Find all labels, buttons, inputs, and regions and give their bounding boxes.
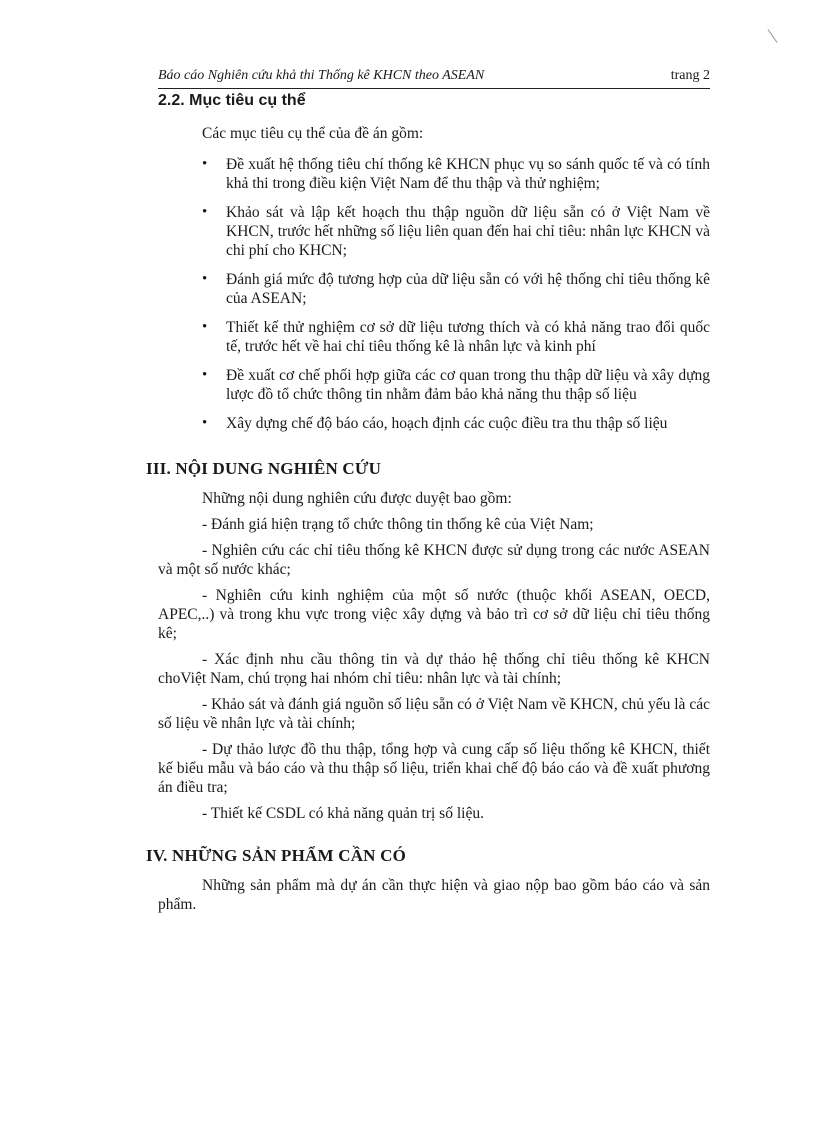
section-4-text: Những sản phẩm mà dự án cần thực hiện và giao nộp bao gồm báo cáo và sản phẩm. (158, 877, 710, 913)
list-item-text: Đánh giá mức độ tương hợp của dữ liệu sẵn có với hệ thống chỉ tiêu thống kê của ASEAN; (226, 271, 710, 307)
bullet-icon: • (202, 319, 208, 335)
page-header (158, 66, 710, 89)
content-item: - Dự thảo lược đồ thu thập, tổng hợp và cung cấp số liệu thống kê KHCN, thiết kế biểu mẫu và báo cáo và thu thập số liệu, triển khai chế độ báo cáo và đề xuất phương án điều tra; (158, 741, 710, 796)
header-title: Báo cáo Nghiên cứu khả thi Thống kê KHCN theo ASEAN (158, 68, 485, 83)
list-item-text: Đề xuất hệ thống tiêu chí thống kê KHCN phục vụ so sánh quốc tế và có tính khả thi trong điều kiện Việt Nam để thu thập và thử nghiệm; (226, 156, 710, 192)
content-item: - Nghiên cứu các chỉ tiêu thống kê KHCN được sử dụng trong các nước ASEAN và một số nước khác; (158, 542, 710, 578)
content-item: - Thiết kế CSDL có khả năng quản trị số liệu. (202, 805, 484, 822)
section-3-intro: Những nội dung nghiên cứu được duyệt bao gồm: (202, 490, 512, 507)
bullet-icon: • (202, 271, 208, 287)
page-number: trang 2 (670, 68, 710, 83)
bullet-icon: • (202, 156, 208, 172)
section-4-title: IV. NHỮNG SẢN PHẨM CẦN CÓ (146, 846, 406, 865)
section-2-2-title: 2.2. Mục tiêu cụ thể (158, 92, 306, 109)
list-item (158, 203, 710, 260)
stray-pen-mark (768, 29, 778, 43)
section-3-title: III. NỘI DUNG NGHIÊN CỨU (146, 459, 382, 478)
list-item-text: Xây dựng chế độ báo cáo, hoạch định các cuộc điều tra thu thập số liệu (226, 415, 668, 432)
content-item: - Khảo sát và đánh giá nguồn số liệu sẵn có ở Việt Nam về KHCN, chủ yếu là các số liệu về nhân lực và tài chính; (158, 696, 710, 732)
content-item: - Xác định nhu cầu thông tin và dự thảo hệ thống chỉ tiêu thống kê KHCN choViệt Nam, chú trọng hai nhóm chỉ tiêu: nhân lực và tài chính; (158, 651, 710, 687)
list-item (158, 318, 710, 356)
bullet-icon: • (202, 367, 208, 383)
list-item-text: Thiết kế thử nghiệm cơ sở dữ liệu tương thích và có khả năng trao đổi quốc tế, trước hết về hai chỉ tiêu thống kê là nhân lực và kinh phí (226, 319, 710, 355)
bullet-icon: • (202, 204, 208, 220)
document-body (146, 92, 710, 921)
content-item: - Nghiên cứu kinh nghiệm của một số nước (thuộc khối ASEAN, OECD, APEC,..) và trong khu vực trong việc xây dựng và bảo trì cơ sở dữ liệu chỉ tiêu thống kê; (158, 587, 710, 642)
list-item (158, 155, 710, 193)
section-2-2-intro: Các mục tiêu cụ thể của đề án gồm: (202, 125, 424, 142)
bullet-icon: • (202, 415, 208, 431)
list-item-text: Khảo sát và lập kết hoạch thu thập nguồn dữ liệu sẵn có ở Việt Nam về KHCN, trước hết những số liệu liên quan đến hai chỉ tiêu: nhân lực KHCN và chi phí cho KHCN; (226, 204, 710, 259)
objectives-list (158, 155, 710, 433)
content-item: - Đánh giá hiện trạng tổ chức thông tin thống kê của Việt Nam; (202, 516, 594, 533)
list-item (158, 414, 710, 433)
list-item (158, 366, 710, 404)
list-item-text: Đề xuất cơ chế phối hợp giữa các cơ quan trong thu thập dữ liệu và xây dựng lược đồ tổ chức thông tin nhằm đảm bảo khả năng thu thập số liệu (226, 367, 710, 403)
list-item (158, 270, 710, 308)
